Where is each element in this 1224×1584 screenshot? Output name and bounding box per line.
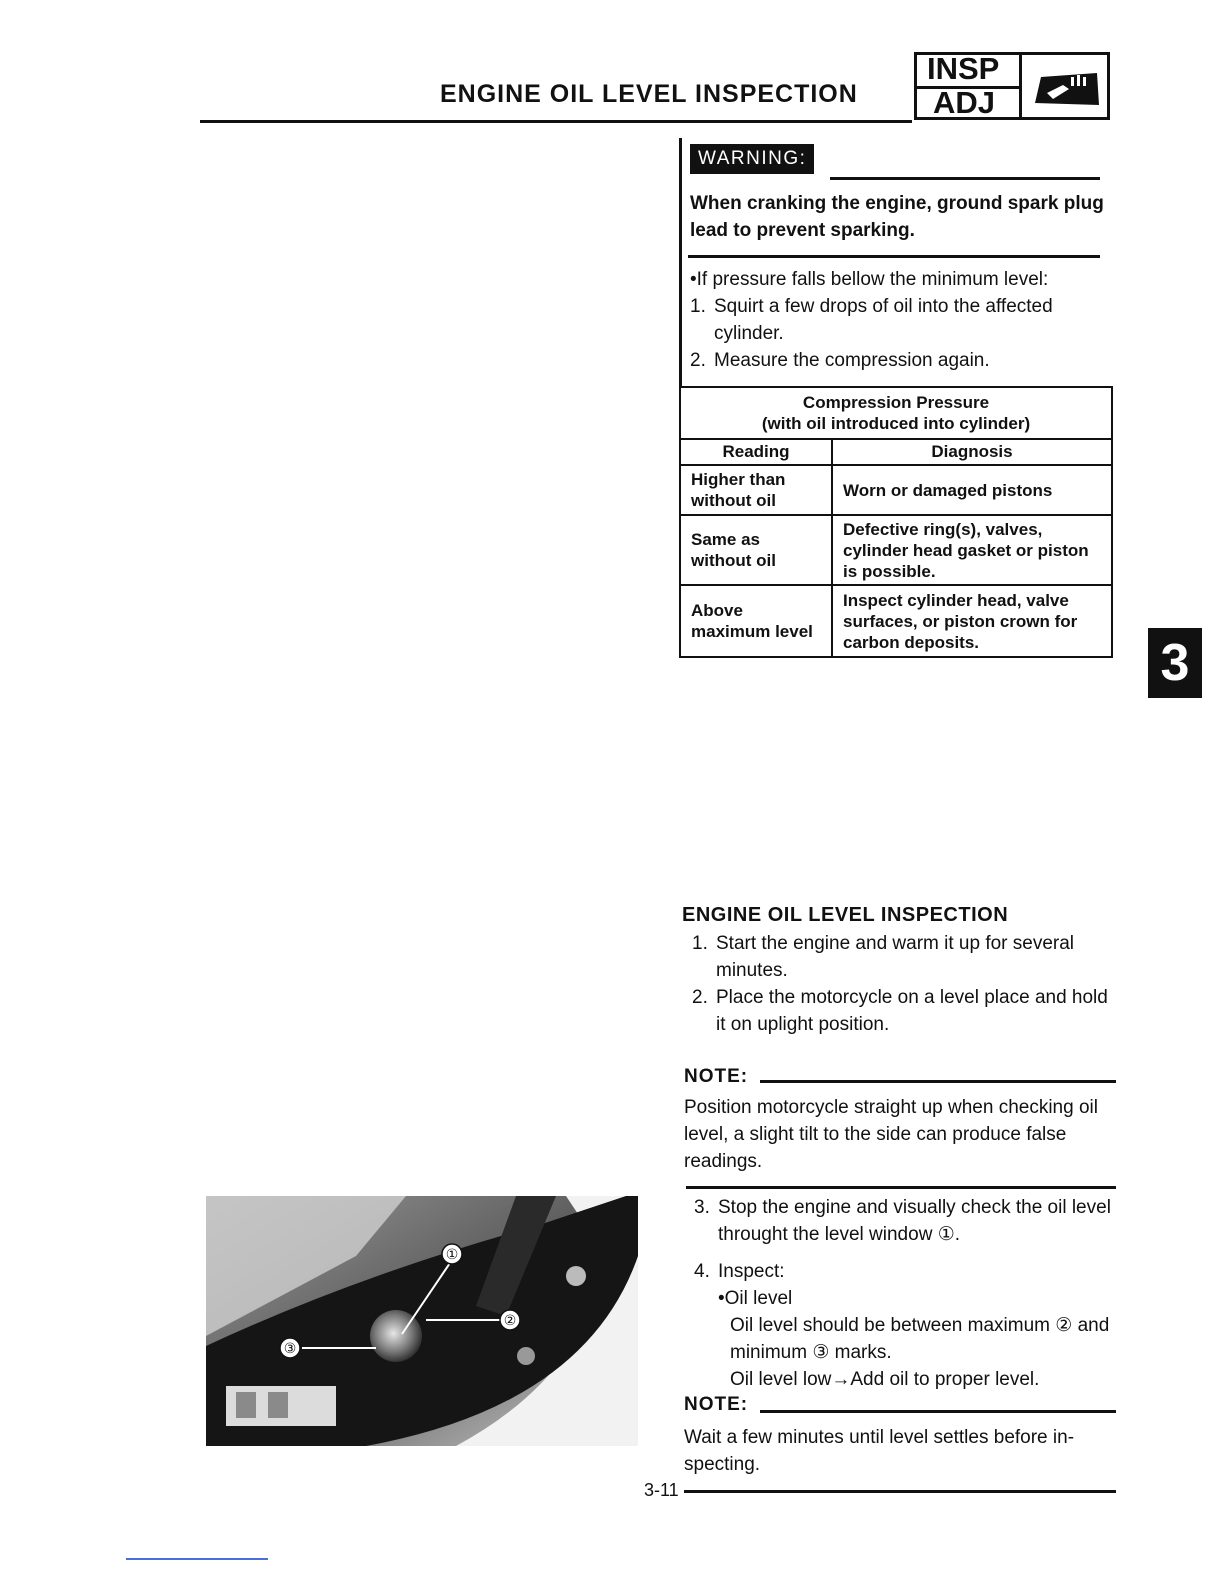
step-number: 4.: [694, 1261, 710, 1282]
page-number: 3-11: [644, 1480, 679, 1500]
callout-2: ②: [503, 1313, 517, 1329]
footer-rule: [684, 1490, 1116, 1493]
step-text: Inspect:: [718, 1261, 785, 1282]
wrench-tools-icon: [1029, 63, 1103, 111]
oil-level-window-photo: [206, 1196, 638, 1446]
callout-1: ①: [445, 1247, 459, 1263]
column-header-reading: Reading: [680, 439, 832, 465]
inspect-detail-2: Oil level low→Add oil to proper level.: [730, 1369, 1040, 1390]
badge-vertical-divider: [1019, 55, 1022, 120]
note-rule: [760, 1410, 1116, 1413]
step-text: Place the motorcycle on a level place and hold it on uplight position.: [716, 987, 1108, 1035]
oil-step-1: [692, 930, 1122, 984]
note-bottom-rule: [686, 1186, 1116, 1189]
compression-table: [679, 386, 1113, 658]
section-heading: ENGINE OIL LEVEL INSPECTION: [682, 904, 1009, 926]
pressure-step-1: [690, 293, 1110, 347]
oil-step-2: [692, 984, 1122, 1038]
badge-adj-label: ADJ: [933, 85, 996, 120]
column-header-diagnosis: Diagnosis: [832, 439, 1112, 465]
step-text: Measure the compression again.: [714, 350, 990, 371]
oil-steps-list: [692, 930, 1122, 1038]
warning-label: WARNING:: [690, 144, 814, 174]
diagnosis-cell: Worn or damaged pistons: [832, 465, 1112, 515]
step-text: Stop the engine and visually check the oil level throught the level window ①.: [718, 1197, 1111, 1245]
reading-cell: Higher than without oil: [680, 465, 832, 515]
table-row: [680, 465, 1112, 515]
step-text: Squirt a few drops of oil into the affected cylinder.: [714, 296, 1053, 344]
step-number: 1.: [692, 933, 708, 954]
step-number: 2.: [692, 987, 708, 1008]
note-rule: [760, 1080, 1116, 1083]
pressure-intro: •If pressure falls bellow the minimum level:: [690, 269, 1049, 290]
note-text: Position motorcycle straight up when checking oil level, a slight tilt to the side can produce false readings.: [684, 1097, 1098, 1172]
caption-line-1: Compression Pressure: [802, 393, 990, 412]
step-number: 2.: [690, 350, 706, 371]
chapter-tab: 3: [1148, 628, 1202, 698]
section-badge: [914, 52, 1110, 120]
step-number: 3.: [694, 1197, 710, 1218]
inspect-detail-1: Oil level should be between maximum ② and minimum ③ marks.: [730, 1315, 1110, 1363]
header-rule: [200, 120, 912, 123]
inspect-bullet: •Oil level: [718, 1288, 793, 1309]
table-caption: [680, 387, 1112, 439]
diagnosis-cell: Inspect cylinder head, valve surfaces, or piston crown for carbon deposits.: [832, 585, 1112, 657]
oil-step-3: [694, 1194, 1124, 1248]
badge-insp-label: INSP: [927, 51, 1000, 86]
page-title: ENGINE OIL LEVEL INSPECTION: [440, 80, 858, 108]
note-label: NOTE:: [684, 1394, 749, 1415]
caption-line-2: (with oil introduced into cylinder): [761, 414, 1031, 433]
warning-rule: [830, 177, 1100, 180]
reading-cell: Same as without oil: [680, 515, 832, 585]
pressure-instructions: [690, 266, 1110, 374]
diagnosis-cell: Defective ring(s), valves, cylinder head gasket or piston is possible.: [832, 515, 1112, 585]
table-row: [680, 515, 1112, 585]
step-text: Start the engine and warm it up for several minutes.: [716, 933, 1075, 981]
column-rule: [679, 138, 682, 388]
reading-cell: Above maximum level: [680, 585, 832, 657]
pressure-step-2: [690, 347, 1110, 374]
table-header-row: [680, 439, 1112, 465]
oil-step-4: [694, 1258, 1124, 1285]
warning-bottom-rule: [688, 255, 1100, 258]
note-label: NOTE:: [684, 1066, 749, 1087]
step-number: 1.: [690, 296, 706, 317]
note-text: Wait a few minutes until level settles before in-specting.: [684, 1427, 1075, 1475]
edge-line: [126, 1558, 268, 1560]
oil-steps-list-continued: [694, 1194, 1124, 1393]
callout-3: ③: [283, 1341, 297, 1357]
warning-text: When cranking the engine, ground spark plug lead to prevent sparking.: [690, 193, 1104, 241]
table-row: [680, 585, 1112, 657]
table-caption-row: [680, 387, 1112, 439]
